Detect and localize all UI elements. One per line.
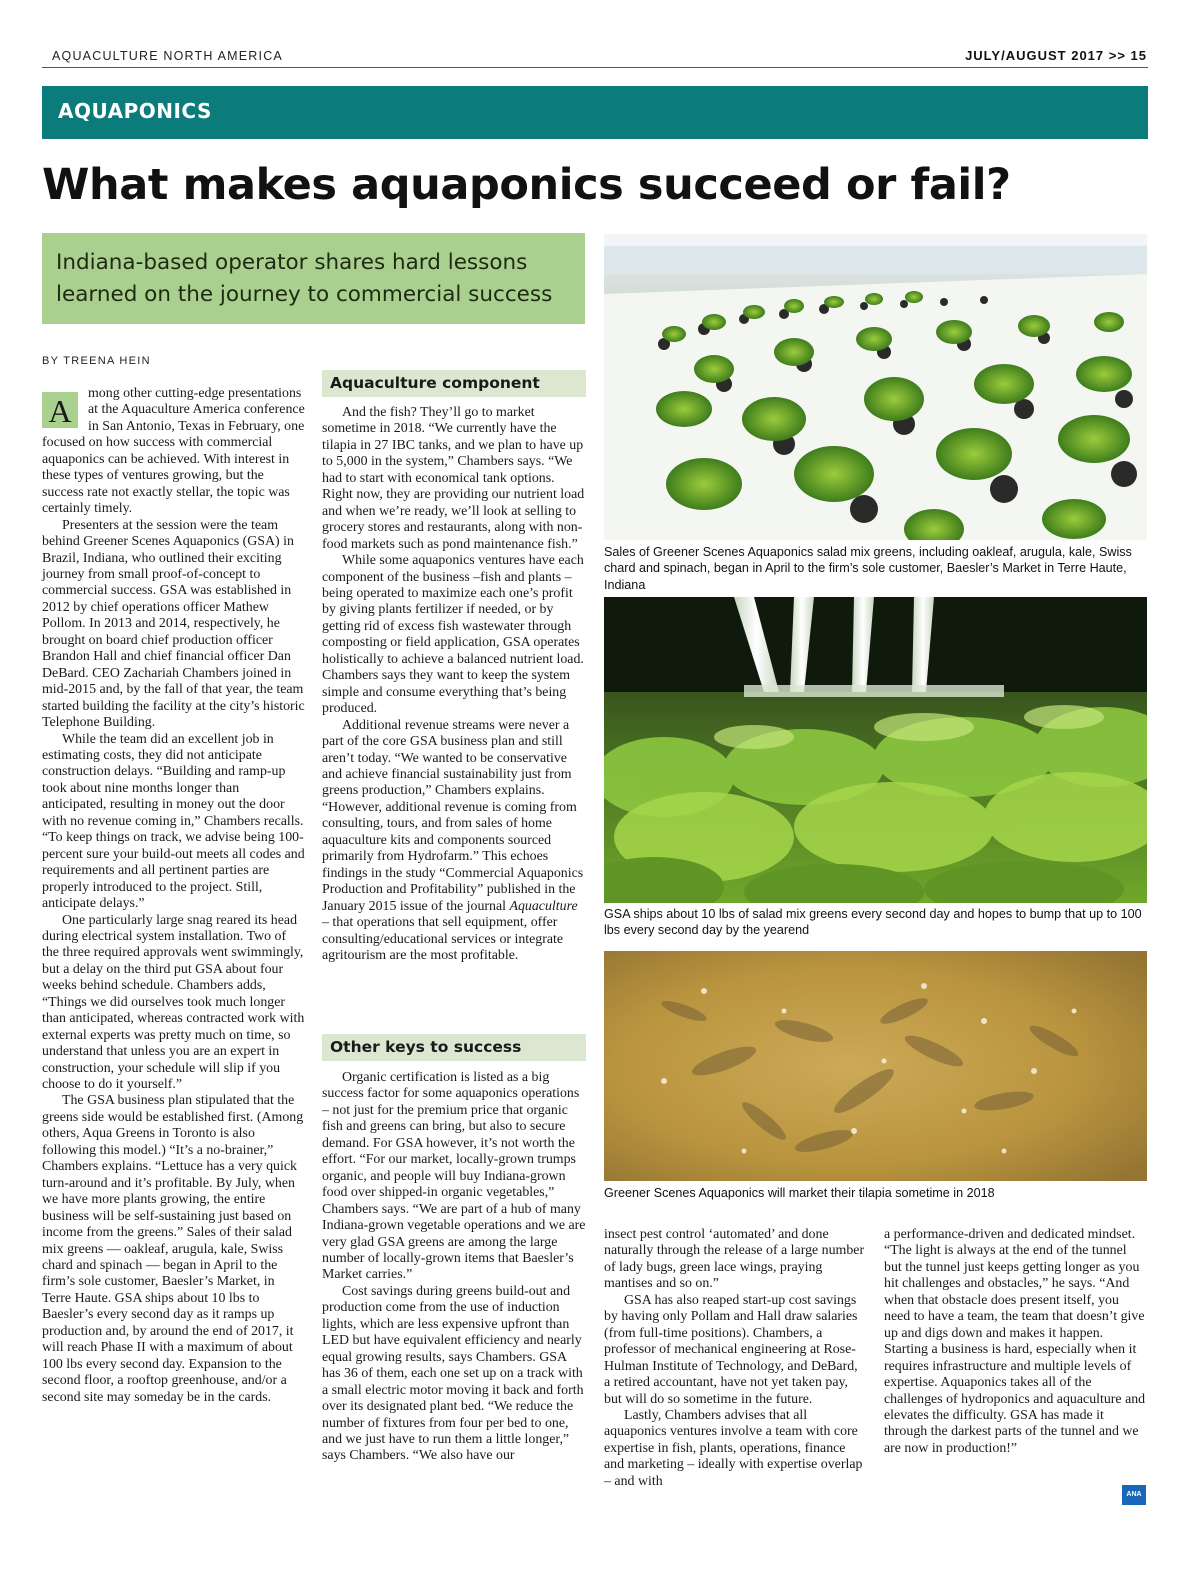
paragraph: a performance-driven and dedicated mindset. “The light is always at the end of the tunnel but the tunnel just keeps getting longer as you hit challenges and obstacles,” he says. “And when that obstacle does present itself, you need to have a team, the team that doesn’t give up and digs down and makes it happen. Starting a business is hard, especially when it requires infrastructure and multiple levels of expertise. Aquaponics takes all of the challenges of hydroponics and aquaculture and elevates the difficulty. GSA has made it through the darkest parts of the tunnel and we are now in production!”: [884, 1227, 1146, 1456]
paragraph: Presenters at the session were the team behind Greener Scenes Aquaponics (GSA) in Brazil, Indiana, who outlined their exciting journey from small proof-of-concept to commercial success. GSA was established in 2012 by chief operations officer Mathew Pollom. In 2013 and 2014, respectively, he brought on board chief production officer Brandon Hall and chief financial officer Dan DeBard. CEO Zachariah Chambers joined in mid-2015 and, by the fall of that year, the team started building the facility at the city’s historic Telephone Building.: [42, 517, 305, 731]
photo-caption-2: GSA ships about 10 lbs of salad mix greens every second day and hopes to bump that up to 100 lbs every second day by the yearend: [604, 907, 1142, 938]
paragraph: While some aquaponics ventures have each component of the business –fish and plants – being operated to maximize each one’s profit by giving plants fertilizer if needed, or by getting rid of excess fish wastewater through composting or field application, GSA operates holistically to achieve a balanced nutrient load. Chambers says they want to keep the system simple and consume everything that’s being produced.: [322, 553, 584, 717]
photo-greens-rafts: [604, 234, 1147, 540]
paragraph: A mong other cutting-edge presentations at the Aquaculture America conference in San Antonio, Texas in February, one focused on how success with commercial aquaponics can be achieved. With interest in these types of ventures growing, but the success rate not exactly stellar, the topic was certainly timely.: [42, 386, 305, 517]
journal-title: Aquaculture: [509, 898, 578, 914]
drop-cap: A: [42, 392, 78, 428]
paragraph: And the fish? They’ll go to market sometime in 2018. “We currently have the tilapia in 27 IBC tanks, and we plan to have up to 5,000 in the system,” Chambers says. “We had to start with economical tank options. Right now, they are providing our nutrient load and when we’re ready, we’ll look at selling to grocery stores and restaurants, along with non-food markets such as pond maintenance fish.”: [322, 405, 585, 552]
paragraph: Cost savings during greens build-out and production come from the use of induction lights, which are less expensive upfront than LED but have equivalent efficiency and nearly equal growing results, says Chambers. GSA has 36 of them, each one set up on a track with a small electric motor moving it back and forth over its designated plant bed. “We reduce the number of fixtures from four per bed to one, and we just have to run them a little longer,” says Chambers. “We also have our: [322, 1283, 584, 1464]
subhead-other-keys: Other keys to success: [322, 1034, 586, 1061]
headline: What makes aquaponics succeed or fail?: [42, 160, 1011, 210]
publication-name: AQUACULTURE NORTH AMERICA: [52, 49, 283, 63]
article-column-4: [884, 1227, 1147, 1457]
article-column-2b: [322, 1070, 586, 1465]
header-rule: [42, 67, 1148, 68]
article-column-2: [322, 405, 586, 964]
section-label: AQUAPONICS: [58, 99, 212, 123]
photo-caption-1: Sales of Greener Scenes Aquaponics salad mix greens, including oakleaf, arugula, kale, Swiss chard and spinach, began in April to the firm’s sole customer, Baesler’s Market in Terre Haute, Indiana: [604, 545, 1132, 592]
photo-tilapia-tank: [604, 951, 1147, 1181]
subhead-aquaculture-component: Aquaculture component: [322, 370, 586, 397]
paragraph: insect pest control ‘automated’ and done naturally through the release of a large number of lady bugs, green lace wings, praying mantises and so on.”: [604, 1227, 865, 1292]
photo-caption-3: Greener Scenes Aquaponics will market their tilapia sometime in 2018: [604, 1186, 995, 1200]
paragraph: Additional revenue streams were never a part of the core GSA business plan and still aren’t today. “We wanted to be conservative and achieve financial sustainability just from greens production,” Chambers explains. “However, additional revenue is coming from consulting, tours, and from sales of home aquaculture kits and components sourced primarily from Hydrofarm.” This echoes findings in the study “Commercial Aquaponics Production and Profitability” published in the January 2015 issue of the journal Aquaculture – that operations that sell equipment, offer consulting/educational services or integrate agritourism are the most profitable.: [322, 717, 584, 963]
paragraph: One particularly large snag reared its head during electrical system installation. Two of the three required approvals went swimmingly, but a delay on the third put GSA about four weeks behind schedule. Chambers adds, “Things we did ourselves took much longer than anticipated, whereas contracted work with external experts was pretty much on time, so understand that unless you are an expert in construction, your schedule will slip if you choose to do it yourself.”: [42, 912, 305, 1093]
issue-page-number: JULY/AUGUST 2017 >> 15: [965, 48, 1147, 63]
paragraph: Organic certification is listed as a big success factor for some aquaponics operations – not just for the premium price that organic fish and greens can bring, but also to secure demand. For GSA however, it’s not worth the effort. “For our market, locally-grown trumps organic, and people will buy Indiana-grown food over shipped-in organic vegetables,” Chambers says. “We are part of a hub of many Indiana-grown vegetable operations and we are very glad GSA greens are among the large number of locally-grown items that Baesler’s Market carries.”: [322, 1070, 586, 1283]
deck-text: Indiana-based operator shares hard lessons learned on the journey to commercial success: [56, 250, 553, 307]
article-column-3: [604, 1227, 866, 1490]
paragraph: The GSA business plan stipulated that the greens side would be established first. (Among others, Aqua Greens in Toronto is also following this model.) “It’s a no-brainer,” Chambers explains. “Lettuce has a very quick turn-around and it’s profitable. By July, when we have more plants growing, the entire business will be self-sustaining just based on income from the greens.” Sales of their salad mix greens — oakleaf, arugula, kale, Swiss chard and spinach — began in April to the firm’s sole customer, Baesler’s Market, in Terre Haute. GSA ships about 10 lbs to Baesler’s every second day as it ramps up production and, by around the end of 2017, it will reach Phase II with a maximum of about 100 lbs every second day. Expansion to the second floor, a rooftop greenhouse, and/or a second site may someday be in the cards.: [42, 1093, 304, 1405]
paragraph: GSA has also reaped start-up cost savings by having only Pollam and Hall draw salaries (from full-time positions). Chambers, a professor of mechanical engineering at Rose-Hulman Institute of Technology, and DeBard, a retired accountant, have not yet taken pay, but will do so sometime in the future.: [604, 1292, 858, 1407]
article-column-1: [42, 386, 305, 1406]
paragraph: While the team did an excellent job in estimating costs, they did not anticipate construction delays. “Building and ramp-up took about nine months longer than anticipated, resulting in money out the door with no revenue coming in,” Chambers recalls. “To keep things on track, we advise being 100-percent sure your build-out meets all codes and requirements and all pertinent parties are properly introduced to the project. Still, anticipate delays.”: [42, 731, 305, 912]
paragraph: Lastly, Chambers advises that all aquaponics ventures involve a team with core expertise in fish, plants, operations, finance and marketing – ideally with expertise overlap – and with: [604, 1407, 863, 1489]
photo-lettuce-under-lights: [604, 597, 1147, 903]
byline: BY TREENA HEIN: [42, 355, 151, 367]
end-logo: ANA: [1122, 1485, 1146, 1505]
